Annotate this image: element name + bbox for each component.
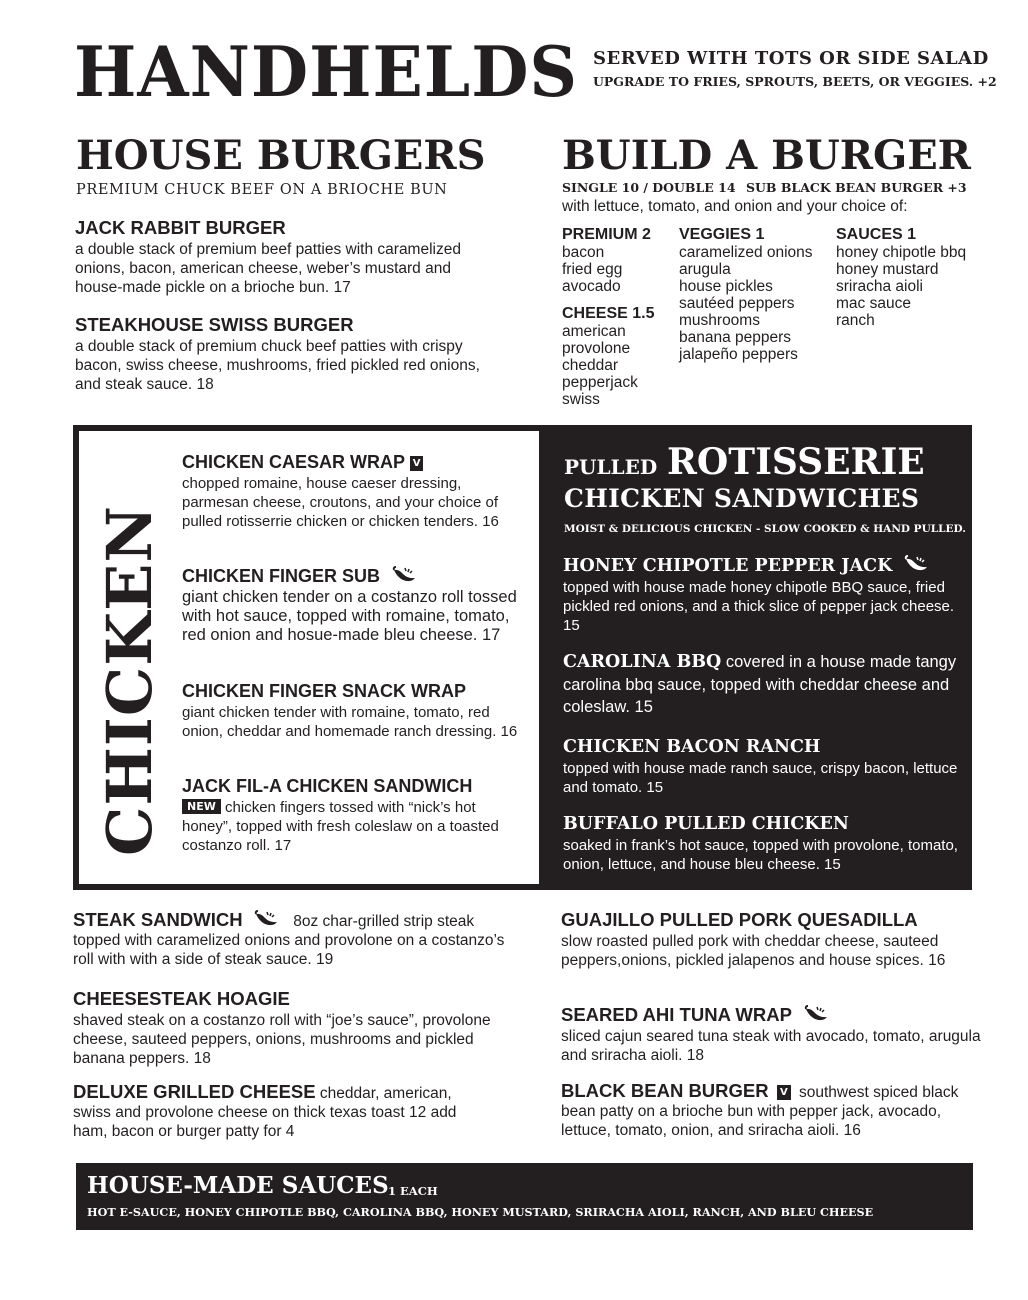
build-price: SINGLE 10 / DOUBLE 14: [562, 180, 736, 195]
menu-item: [561, 1081, 981, 1140]
item-name: CAROLINA BBQ: [563, 652, 722, 672]
page-title: HANDHELDS: [74, 31, 579, 113]
list-item: ranch: [836, 312, 875, 329]
sauces-price: 1 EACH: [388, 1184, 438, 1198]
rotisserie-title-line2: CHICKEN SANDWICHES: [564, 484, 920, 513]
item-description: topped with house made honey chipotle BBQ sauce, fried pickled red onions, and a thick slice of pepper jack cheese. 15: [563, 579, 955, 634]
item-description: covered in a house made tangy carolina bbq sauce, topped with cheddar cheese and coleslaw. 15: [563, 653, 957, 716]
list-item: swiss: [562, 391, 600, 408]
list-item: sriracha aioli: [836, 278, 924, 295]
list-item: bacon: [562, 244, 605, 261]
list-item: house pickles: [679, 278, 773, 295]
item-text: [73, 910, 513, 969]
sauces-list: HOT E-SAUCE, HONEY CHIPOTLE BBQ, CAROLINA BBQ, HONEY MUSTARD, SRIRACHA AIOLI, RANCH, AND BLEU CHEESE: [87, 1205, 874, 1219]
item-text: [563, 651, 963, 719]
veggies-column: [679, 225, 834, 363]
item-description: cheddar, american, swiss and provolone cheese on thick texas toast 12 add ham, bacon or burger patty for 4: [73, 1085, 457, 1140]
menu-item: [73, 987, 513, 1068]
item-name: CHEESESTEAK HOAGIE: [73, 988, 290, 1009]
house-burgers-title: HOUSE BURGERS: [76, 132, 486, 179]
item-name: CHICKEN CAESAR WRAP: [182, 452, 405, 472]
item-description: a double stack of premium beef patties with caramelized onions, bacon, american cheese, weber’s mustard and house-made pickle on a brioche bun. 17: [75, 241, 461, 296]
hot-pepper-icon: [803, 1005, 829, 1023]
item-name: STEAKHOUSE SWISS BURGER: [75, 314, 354, 335]
list-item: honey mustard: [836, 261, 939, 278]
item-description: sliced cajun seared tuna steak with avocado, tomato, arugula and sriracha aioli. 18: [561, 1028, 981, 1064]
premium-heading: PREMIUM 2: [562, 226, 651, 243]
vegetarian-badge: V: [410, 456, 424, 471]
cheese-heading: CHEESE 1.5: [562, 305, 655, 322]
item-name: DELUXE GRILLED CHEESE: [73, 1081, 316, 1102]
build-burger-title: BUILD A BURGER: [562, 132, 971, 179]
build-intro: with lettuce, tomato, and onion and your choice of:: [562, 198, 908, 215]
upgrade-note: UPGRADE TO FRIES, SPROUTS, BEETS, OR VEGGIES. +2: [593, 74, 997, 89]
list-item: arugula: [679, 261, 731, 278]
item-description: giant chicken tender with romaine, tomato, red onion, cheddar and homemade ranch dressing. 16: [182, 704, 518, 740]
rotisserie-tagline: MOIST & DELICIOUS CHICKEN - SLOW COOKED & HAND PULLED.: [564, 523, 966, 535]
list-item: honey chipotle bbq: [836, 244, 967, 261]
served-note: SERVED WITH TOTS OR SIDE SALAD: [593, 48, 989, 69]
menu-item: [563, 553, 963, 635]
sauces-column: [836, 225, 986, 329]
item-name: SEARED AHI TUNA WRAP: [561, 1004, 792, 1025]
item-description: southwest spiced black bean patty on a brioche bun with pepper jack, avocado, lettuce, tomato, onion, and sriracha aioli. 16: [561, 1084, 959, 1139]
menu-item: [563, 735, 963, 797]
chicken-vertical-label: CHICKEN: [93, 504, 166, 856]
item-name: JACK FIL-A CHICKEN SANDWICH: [182, 776, 473, 796]
list-item: banana peppers: [679, 329, 792, 346]
menu-item: [73, 1082, 493, 1141]
rotisserie-title: ROTISSERIE: [667, 441, 925, 483]
menu-item: [182, 679, 527, 741]
list-item: sautéed peppers: [679, 295, 795, 312]
item-description-row: [182, 798, 527, 855]
item-name: STEAK SANDWICH: [73, 909, 243, 930]
item-description: soaked in frank’s hot sauce, topped with provolone, tomato, onion, lettuce, and house bleu cheese. 15: [563, 837, 958, 873]
premium-column: [562, 225, 672, 408]
hot-pepper-icon: [391, 566, 417, 584]
menu-item: [182, 564, 527, 645]
veggies-heading: VEGGIES 1: [679, 226, 765, 243]
item-name: CHICKEN BACON RANCH: [563, 737, 821, 757]
list-item: american: [562, 323, 626, 340]
item-description: a double stack of premium chuck beef patties with crispy bacon, swiss cheese, mushrooms, fried pickled red onions, and steak sauce. 18: [75, 338, 480, 393]
item-description: shaved steak on a costanzo roll with “joe’s sauce”, provolone cheese, sauteed peppers, onions, mushrooms and pickled banana peppers. 18: [73, 1012, 491, 1067]
item-description: slow roasted pulled pork with cheddar cheese, sauteed peppers,onions, pickled jalapenos and house spices. 16: [561, 933, 946, 969]
menu-item: [75, 216, 515, 297]
sauces-title: HOUSE-MADE SAUCES: [87, 1172, 389, 1199]
item-name: BLACK BEAN BURGER: [561, 1080, 769, 1101]
menu-item: [182, 774, 527, 855]
list-item: avocado: [562, 278, 621, 295]
menu-item: [75, 313, 515, 394]
list-item: mac sauce: [836, 295, 911, 312]
list-item: fried egg: [562, 261, 623, 278]
item-name: GUAJILLO PULLED PORK QUESADILLA: [561, 909, 918, 930]
menu-item: [563, 812, 963, 874]
item-description: giant chicken tender on a costanzo roll tossed with hot sauce, topped with romaine, tomato, red onion and hosue-made bleu cheese. 17: [182, 588, 517, 644]
list-item: jalapeño peppers: [679, 346, 798, 363]
item-description: topped with house made ranch sauce, crispy bacon, lettuce and tomato. 15: [563, 760, 958, 796]
item-name-row: [563, 553, 963, 578]
list-item: pepperjack: [562, 374, 638, 391]
item-name: BUFFALO PULLED CHICKEN: [563, 814, 849, 834]
list-item: caramelized onions: [679, 244, 813, 261]
hot-pepper-icon: [903, 555, 929, 573]
new-badge: NEW: [182, 799, 221, 814]
item-description: chicken fingers tossed with “nick’s hot honey”, topped with fresh coleslaw on a toasted costanzo roll. 17: [182, 799, 499, 854]
rotisserie-pre: PULLED: [564, 455, 658, 479]
build-sub-note: SUB BLACK BEAN BURGER +3: [746, 180, 967, 195]
menu-item: [182, 450, 527, 531]
list-item: cheddar: [562, 357, 619, 374]
hot-pepper-icon: [253, 910, 279, 928]
menu-item: [563, 651, 963, 719]
list-item: provolone: [562, 340, 631, 357]
vegetarian-badge: V: [777, 1085, 791, 1100]
sauces-heading: SAUCES 1: [836, 226, 917, 243]
list-item: mushrooms: [679, 312, 760, 329]
menu-item: [561, 908, 981, 970]
item-name: HONEY CHIPOTLE PEPPER JACK: [563, 556, 893, 576]
item-text: [73, 1082, 493, 1141]
menu-item: [73, 910, 513, 969]
item-name-row: [182, 450, 527, 474]
item-name: JACK RABBIT BURGER: [75, 217, 286, 238]
item-description: chopped romaine, house caeser dressing, parmesan cheese, croutons, and your choice of pulled rotisserrie chicken or chicken tenders. 16: [182, 475, 499, 530]
house-burgers-subtitle: PREMIUM CHUCK BEEF ON A BRIOCHE BUN: [76, 182, 448, 198]
item-name-row: [182, 564, 527, 588]
item-name-row: [561, 1003, 981, 1027]
menu-item: [561, 1003, 981, 1065]
item-description: 8oz char-grilled strip steak topped with caramelized onions and provolone on a costanzo’s roll with with a side of steak sauce. 19: [73, 913, 505, 968]
item-text: [561, 1081, 981, 1140]
item-name: CHICKEN FINGER SUB: [182, 566, 381, 586]
item-name: CHICKEN FINGER SNACK WRAP: [182, 681, 467, 701]
